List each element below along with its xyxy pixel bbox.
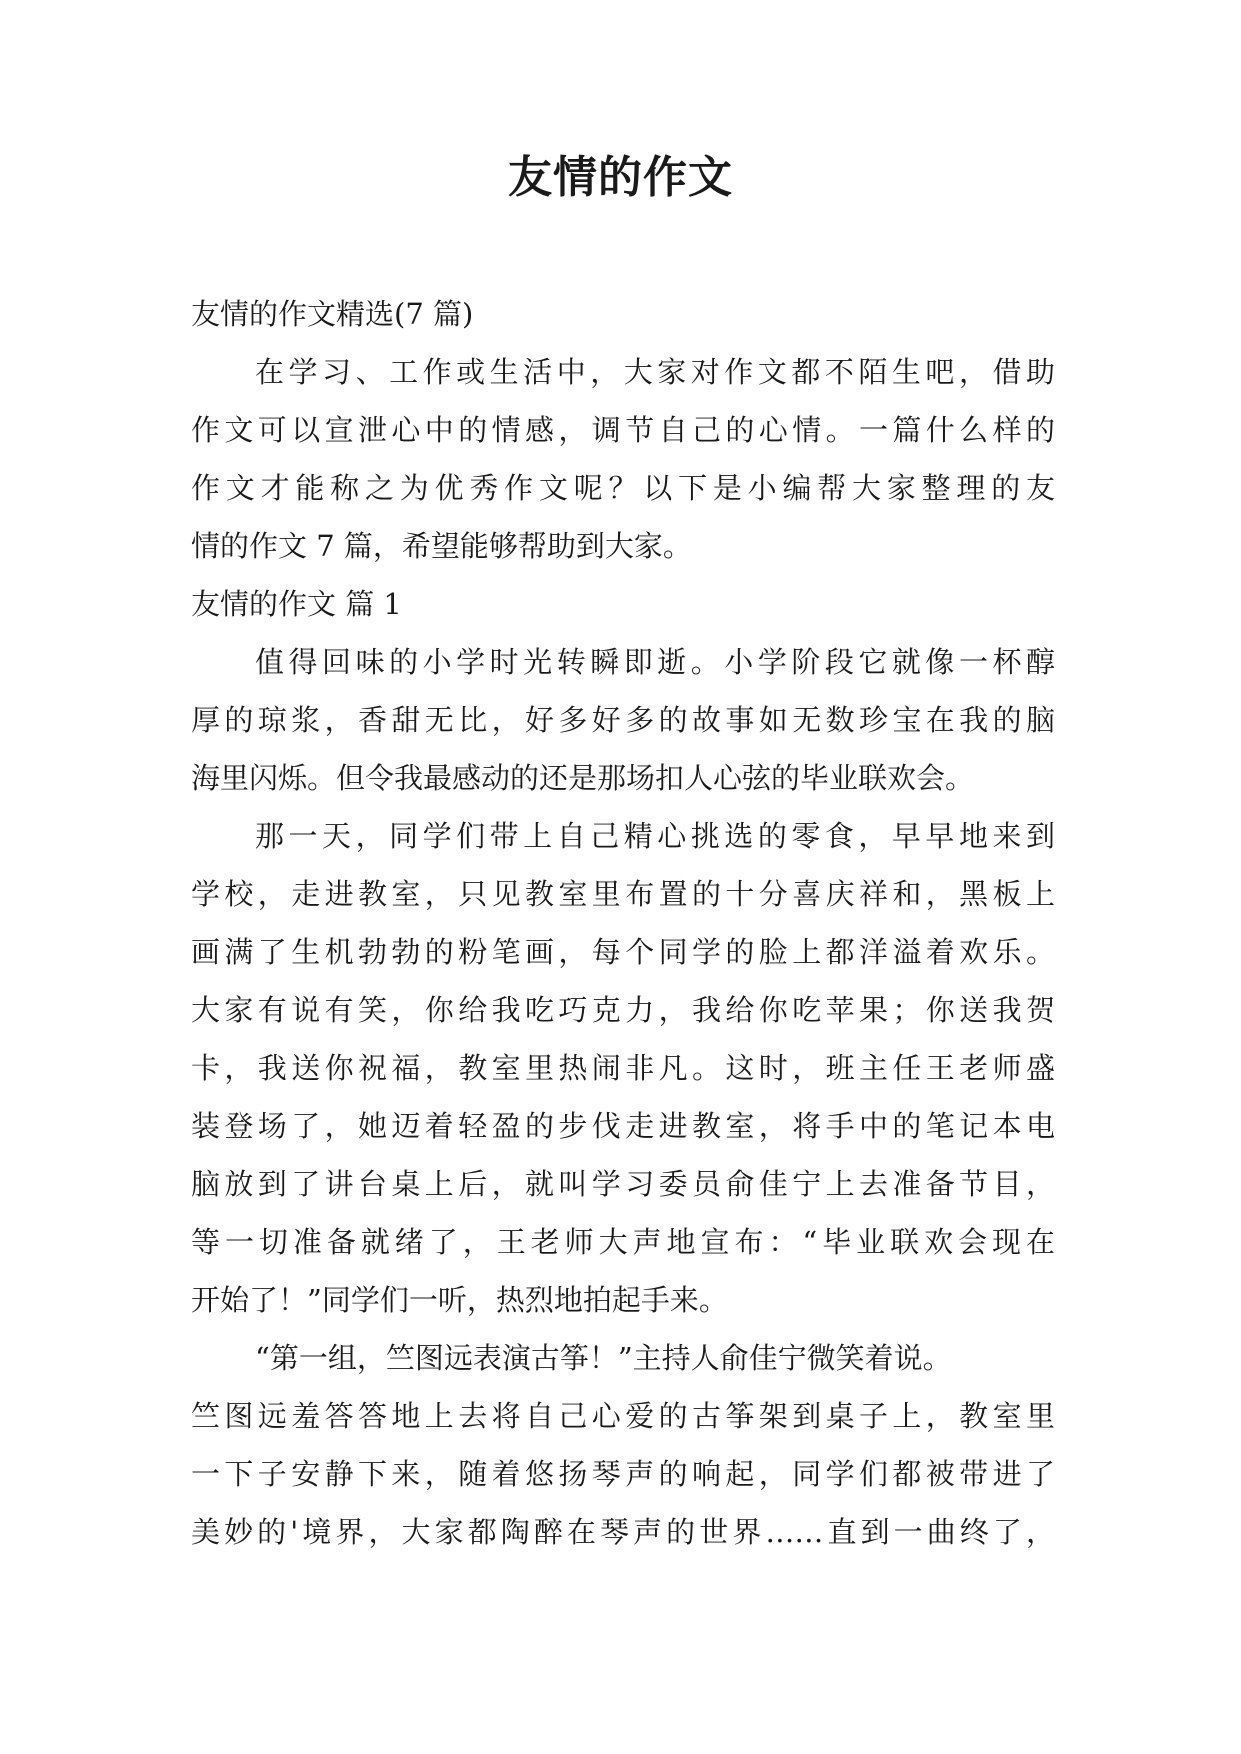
paragraph-line: 作文可以宣泄心中的情感，调节自己的心情。一篇什么样的 bbox=[191, 413, 1055, 447]
paragraph-line: 大家有说有笑，你给我吃巧克力，我给你吃苹果；你送我贺 bbox=[191, 993, 1055, 1027]
paragraph-line: 在学习、工作或生活中，大家对作文都不陌生吧，借助 bbox=[255, 355, 1055, 389]
paragraph-line: 美妙的'境界，大家都陶醉在琴声的世界……直到一曲终了， bbox=[191, 1515, 1055, 1549]
paragraph-line: 竺图远羞答答地上去将自己心爱的古筝架到桌子上，教室里 bbox=[191, 1399, 1055, 1433]
paragraph-line: 等一切准备就绪了，王老师大声地宣布：“毕业联欢会现在 bbox=[191, 1225, 1055, 1259]
paragraph-line: 海里闪烁。但令我最感动的还是那场扣人心弦的毕业联欢会。 bbox=[191, 761, 975, 795]
paragraph-line: 开始了！”同学们一听，热烈地拍起手来。 bbox=[191, 1283, 728, 1317]
paragraph-line: 脑放到了讲台桌上后，就叫学习委员俞佳宁上去准备节目， bbox=[191, 1167, 1055, 1201]
document-title: 友情的作文 bbox=[508, 152, 733, 203]
paragraph-line: 厚的琼浆，香甜无比，好多好多的故事如无数珍宝在我的脑 bbox=[191, 703, 1055, 737]
paragraph-line: “第一组，竺图远表演古筝！”主持人俞佳宁微笑着说。 bbox=[255, 1341, 952, 1375]
paragraph-line: 一下子安静下来，随着悠扬琴声的响起，同学们都被带进了 bbox=[191, 1457, 1055, 1491]
paragraph-line: 作文才能称之为优秀作文呢？以下是小编帮大家整理的友 bbox=[191, 471, 1055, 505]
document-body bbox=[191, 285, 1055, 1561]
paragraph-line: 装登场了，她迈着轻盈的步伐走进教室，将手中的笔记本电 bbox=[191, 1109, 1055, 1143]
paragraph-line: 情的作文 7 篇，希望能够帮助到大家。 bbox=[191, 529, 692, 563]
paragraph-line: 那一天，同学们带上自己精心挑选的零食，早早地来到 bbox=[255, 819, 1055, 853]
paragraph-line: 卡，我送你祝福，教室里热闹非凡。这时，班主任王老师盛 bbox=[191, 1051, 1055, 1085]
paragraph-line: 值得回味的小学时光转瞬即逝。小学阶段它就像一杯醇 bbox=[255, 645, 1055, 679]
section-heading: 友情的作文 篇 1 bbox=[191, 587, 402, 621]
paragraph-line: 学校，走进教室，只见教室里布置的十分喜庆祥和，黑板上 bbox=[191, 877, 1055, 911]
section-heading: 友情的作文精选(7 篇) bbox=[191, 297, 474, 331]
paragraph-line: 画满了生机勃勃的粉笔画，每个同学的脸上都洋溢着欢乐。 bbox=[191, 935, 1055, 969]
